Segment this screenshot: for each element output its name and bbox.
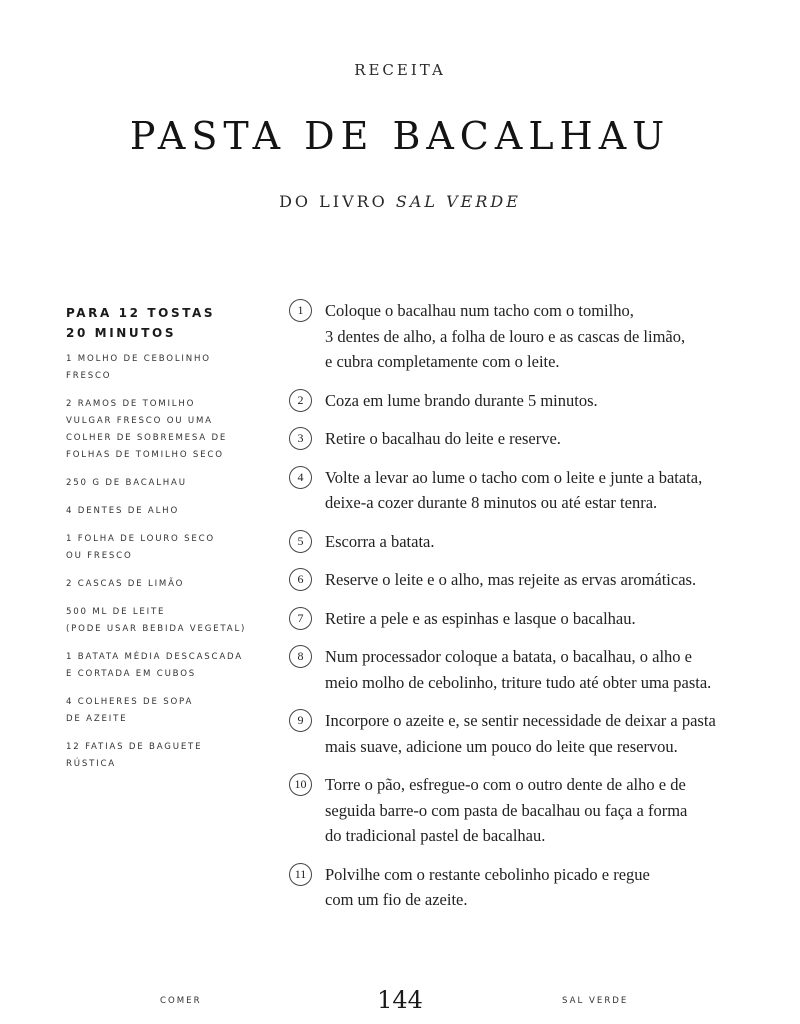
step-number-badge: 10 <box>289 773 312 796</box>
step-text: Incorpore o azeite e, se sentir necessidade de deixar a pasta mais suave, adicione um pouco do leite que reservou. <box>325 711 716 756</box>
step-item <box>289 426 729 452</box>
step-number-badge: 1 <box>289 299 312 322</box>
recipe-kicker: RECEITA <box>354 61 446 79</box>
ingredient-item: 250 G DE BACALHAU <box>66 478 187 488</box>
step-item <box>289 388 729 414</box>
ingredient-item: 4 DENTES DE ALHO <box>66 506 180 516</box>
step-text: Num processador coloque a batata, o bacalhau, o alho e meio molho de cebolinho, triture tudo até obter uma pasta. <box>325 647 712 692</box>
ingredient-item: 1 BATATA MÉDIA DESCASCADA E CORTADA EM CUBOS <box>66 652 243 679</box>
steps-list <box>289 298 729 926</box>
subtitle-prefix: DO LIVRO <box>279 192 396 211</box>
recipe-subtitle <box>0 192 800 211</box>
footer-section-label: COMER <box>160 996 202 1006</box>
ingredient-item: 1 MOLHO DE CEBOLINHO FRESCO <box>66 354 211 381</box>
step-item <box>289 708 729 759</box>
ingredient-item: 4 COLHERES DE SOPA DE AZEITE <box>66 697 194 724</box>
step-text: Volte a levar ao lume o tacho com o leite e junte a batata, deixe-a cozer durante 8 minutos ou até estar tenra. <box>325 467 703 512</box>
ingredient-item: 2 CASCAS DE LIMÃO <box>66 579 185 589</box>
step-item <box>289 772 729 849</box>
footer-book-label: SAL VERDE <box>562 996 629 1006</box>
step-item <box>289 465 729 516</box>
step-number-badge: 5 <box>289 530 312 553</box>
step-item <box>289 567 729 593</box>
step-number-badge: 4 <box>289 466 312 489</box>
step-number-badge: 3 <box>289 427 312 450</box>
time-label: 20 MINUTOS <box>66 326 177 340</box>
step-number-badge: 11 <box>289 863 312 886</box>
servings-label: PARA 12 TOSTAS <box>66 306 216 320</box>
ingredient-item: 1 FOLHA DE LOURO SECO OU FRESCO <box>66 534 215 561</box>
step-item <box>289 298 729 375</box>
step-number-badge: 7 <box>289 607 312 630</box>
step-text: Coloque o bacalhau num tacho com o tomilho, 3 dentes de alho, a folha de louro e as cascas de limão, e cubra completamente com o leite. <box>325 301 686 371</box>
step-text: Reserve o leite e o alho, mas rejeite as ervas aromáticas. <box>325 570 697 589</box>
step-number-badge: 6 <box>289 568 312 591</box>
step-item <box>289 862 729 913</box>
page-title: PASTA DE BACALHAU <box>129 114 671 158</box>
ingredient-item: 500 ML DE LEITE (PODE USAR BEBIDA VEGETAL) <box>66 607 247 634</box>
step-number-badge: 9 <box>289 709 312 732</box>
step-text: Retire o bacalhau do leite e reserve. <box>325 429 561 448</box>
ingredients-panel <box>66 303 256 784</box>
ingredient-item: 12 FATIAS DE BAGUETE RÚSTICA <box>66 742 203 769</box>
step-item <box>289 606 729 632</box>
step-item <box>289 529 729 555</box>
ingredients-list <box>66 351 256 773</box>
step-number-badge: 2 <box>289 389 312 412</box>
step-text: Polvilhe com o restante cebolinho picado e regue com um fio de azeite. <box>325 864 650 909</box>
ingredients-heading <box>66 303 256 343</box>
page-number: 144 <box>377 986 423 1014</box>
step-text: Torre o pão, esfregue-o com o outro dente de alho e de seguida barre-o com pasta de bacalhau ou faça a forma do tradicional pastel de bacalhau. <box>325 775 688 845</box>
book-title: SAL VERDE <box>395 192 521 211</box>
step-item <box>289 644 729 695</box>
step-text: Coza em lume brando durante 5 minutos. <box>325 390 598 410</box>
step-text: Escorra a batata. <box>325 531 435 551</box>
ingredient-item: 2 RAMOS DE TOMILHO VULGAR FRESCO OU UMA COLHER DE SOBREMESA DE FOLHAS DE TOMILHO SECO <box>66 399 228 460</box>
step-text: Retire a pele e as espinhas e lasque o bacalhau. <box>325 608 636 628</box>
step-number-badge: 8 <box>289 645 312 668</box>
